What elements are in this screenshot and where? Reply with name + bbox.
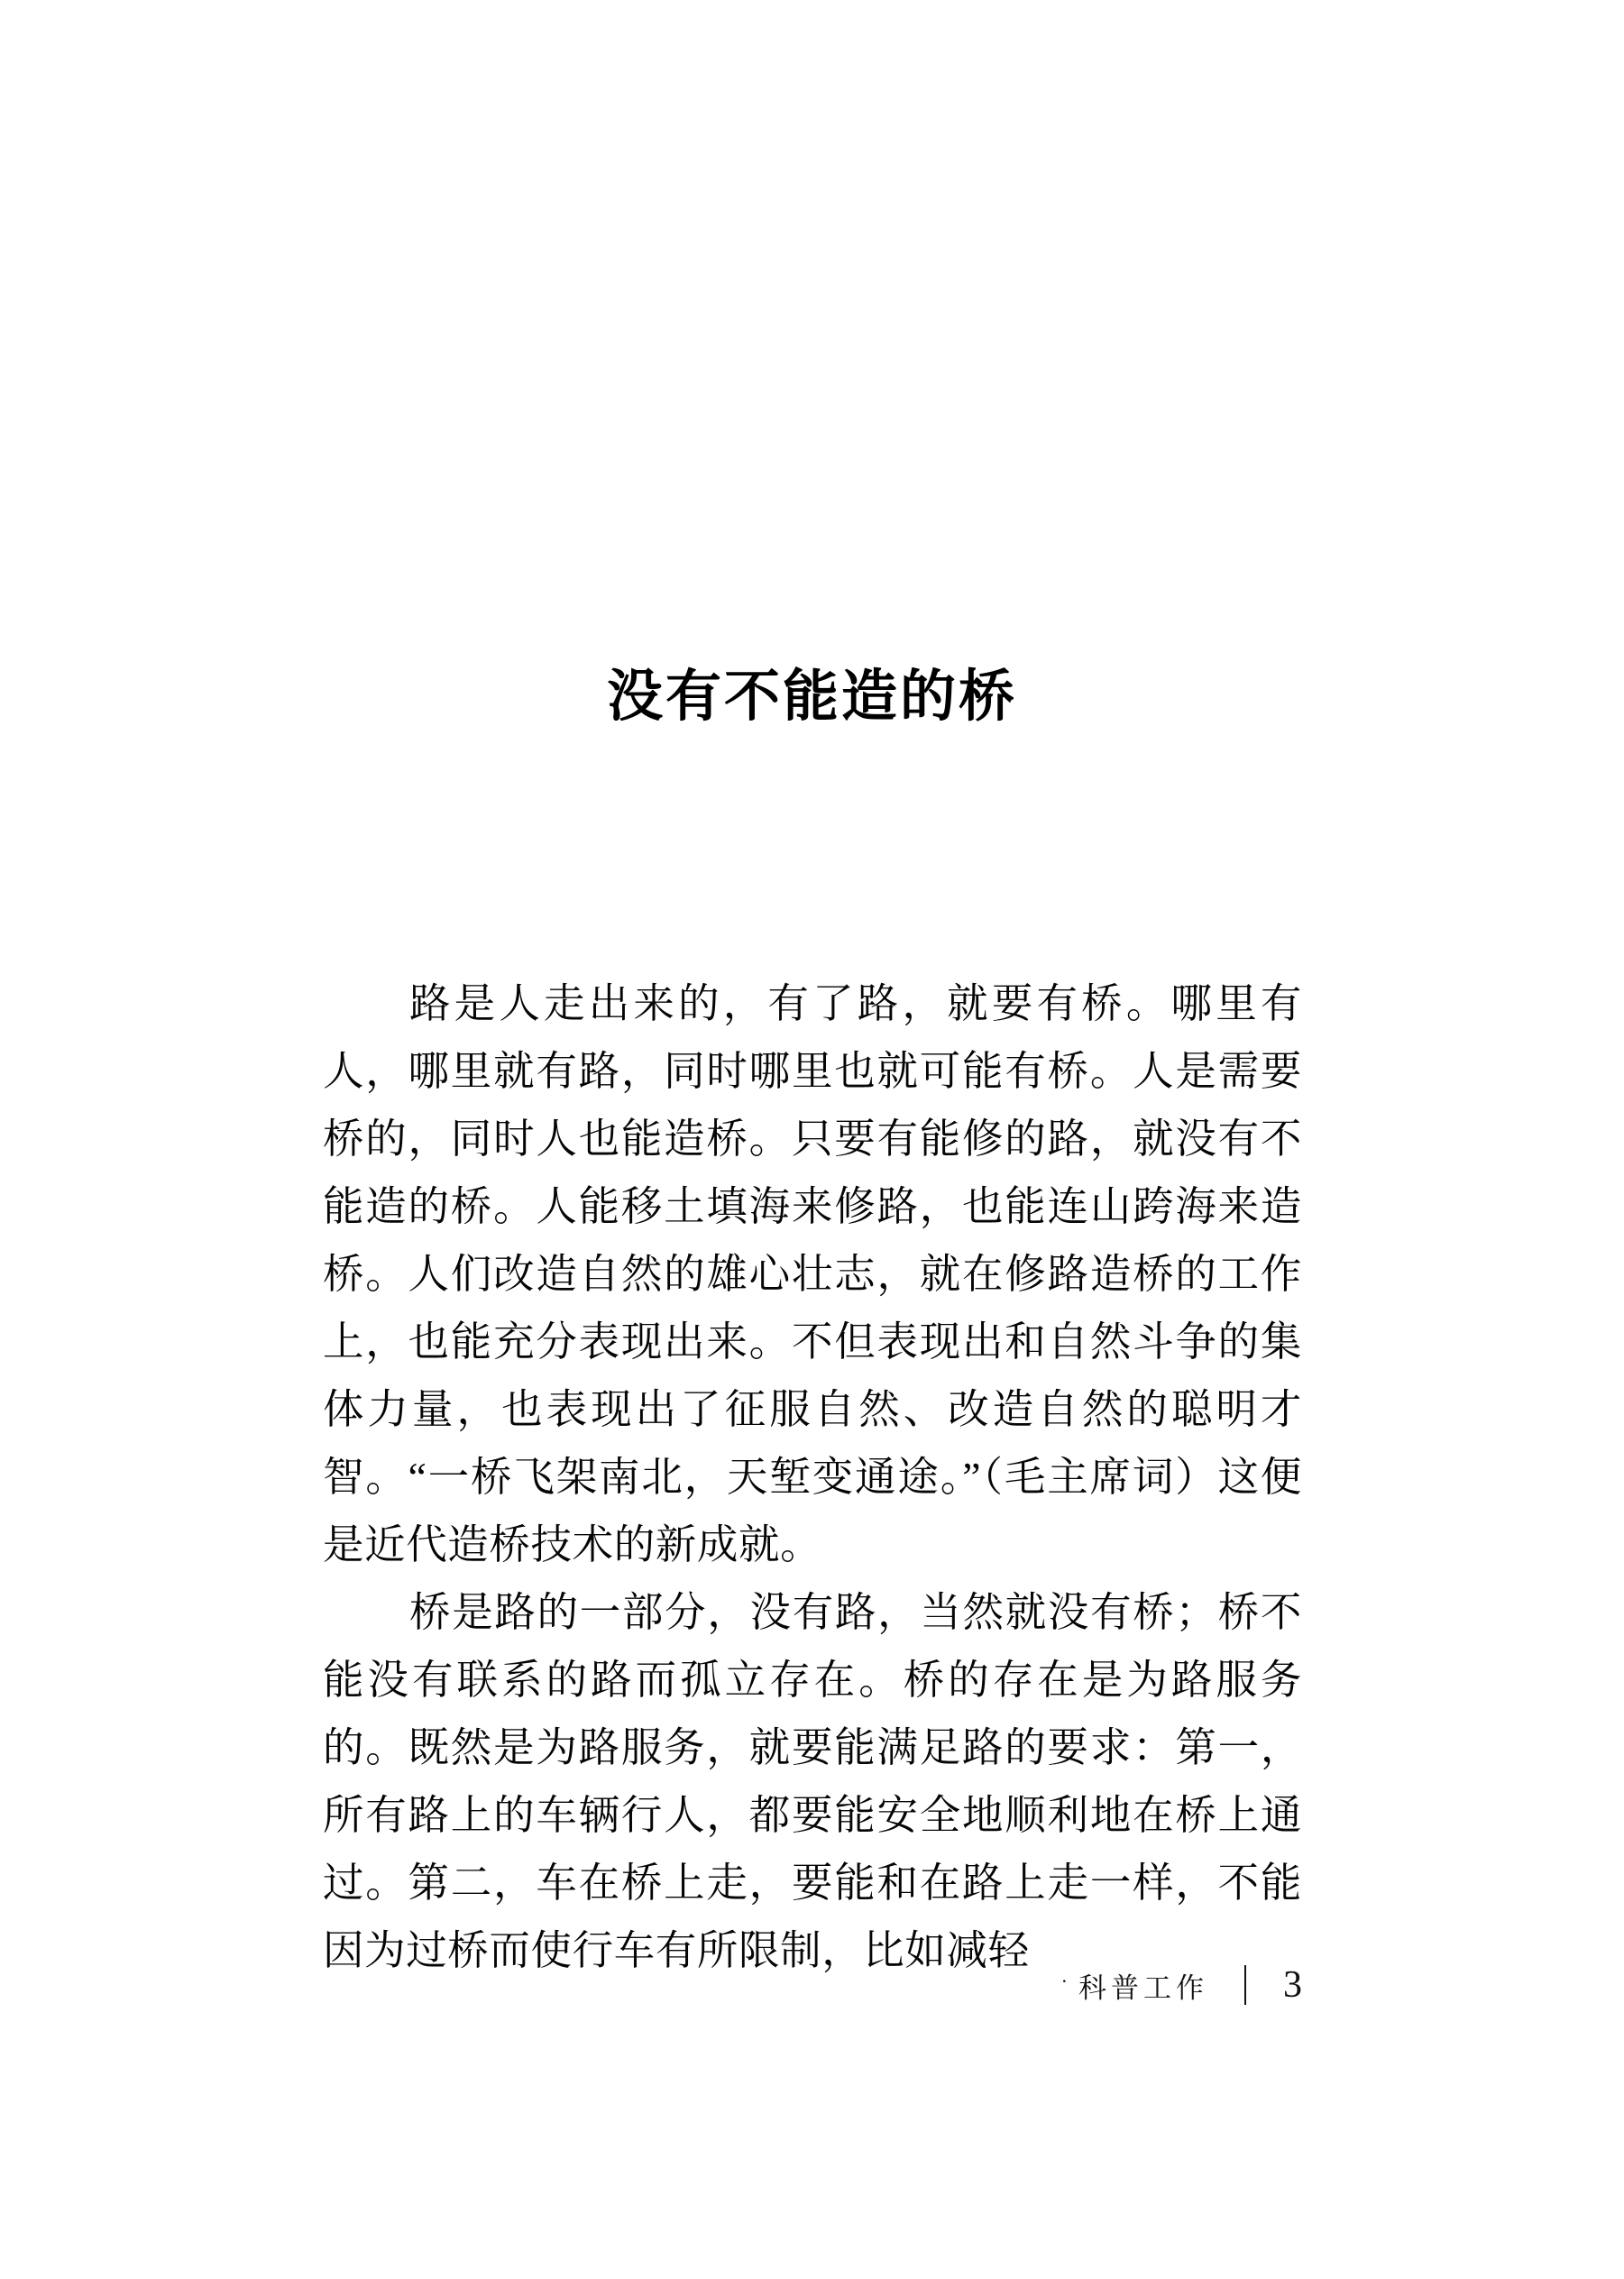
footer-bullet-icon: · — [1060, 1970, 1068, 1992]
footer-divider — [1244, 1965, 1246, 2005]
body-paragraph-1: 路是人走出来的，有了路，就要有桥。哪里有人，哪里就有路，同时哪里也就可能有桥。人是需要桥的，同时人也能造桥。只要有能修的路，就没有不能造的桥。人能移土填海来修路，也能连山跨海来造桥。人们改造自然的雄心壮志，就在修路造桥的工作上，也能充分表现出来。不但表现出和自然斗争的集体力量，也表现出了征服自然、改造自然的聪明才智。“一桥飞架南北，天堑变通途。”（毛主席词）这便是近代造桥技术的新成就。 — [323, 980, 1302, 1567]
body-paragraph-2: 桥是路的一部分，没有路，当然就没有桥；桥不能没有联系的路而孤立存在。桥的存在是为路服务的。既然是为路服务，就要能满足路的要求：第一，所有路上的车辆行人，都要能安全地顺利地在桥上通过。第二，车在桥上走，要能和在路上走一样，不能因为过桥而使行车有所限制，比如减轻 — [323, 1589, 1302, 1973]
running-head: 科普工作 — [1078, 1971, 1208, 2004]
page-number: 3 — [1283, 1964, 1302, 2006]
body-text-block — [323, 969, 1302, 1984]
page-title: 没有不能造的桥 — [606, 666, 1017, 728]
page-footer — [323, 1959, 1302, 2011]
